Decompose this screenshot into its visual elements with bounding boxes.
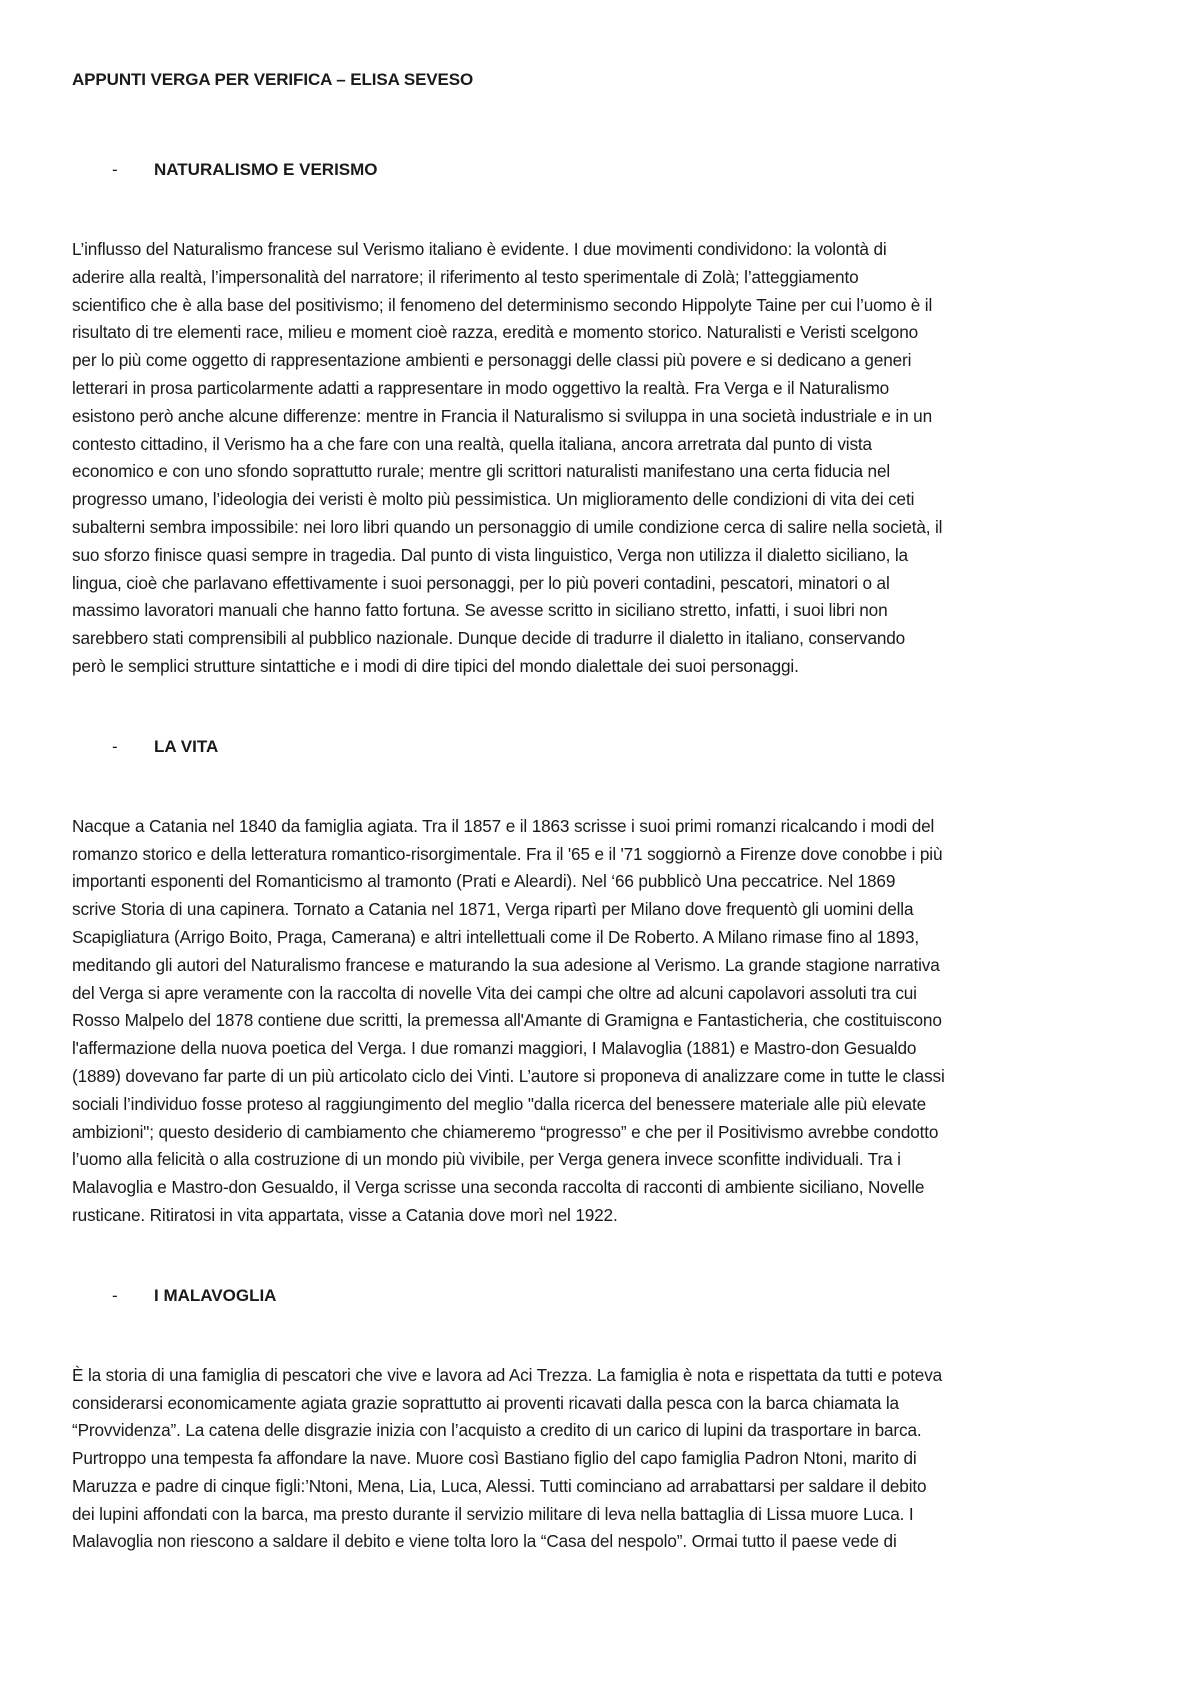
section-naturalismo [72, 158, 1132, 681]
section-heading [72, 735, 1132, 759]
text-line: romanzo storico e della letteratura romantico-risorgimentale. Fra il '65 e il '71 soggiornò a Firenze dove conobbe i più [72, 843, 943, 864]
text-line: Scapigliatura (Arrigo Boito, Praga, Camerana) e altri intellettuali come il De Roberto. A Milano rimase fino al 1893, [72, 926, 920, 947]
text-line: suo sforzo finisce quasi sempre in tragedia. Dal punto di vista linguistico, Verga non utilizza il dialetto siciliano, la [72, 544, 908, 565]
text-line: rusticane. Ritiratosi in vita appartata, visse a Catania dove morì nel 1922. [72, 1204, 618, 1225]
text-line: economico e con uno sfondo soprattutto rurale; mentre gli scrittori naturalisti manifestano una certa fiducia nel [72, 461, 891, 482]
text-line: l’uomo alla felicità o alla costruzione di un mondo più vivibile, per Verga genera invece sconfitte individuali. Tra i [72, 1149, 901, 1170]
text-line: per lo più come oggetto di rappresentazione ambienti e personaggi delle classi più povere e si dedicano a generi [72, 350, 912, 371]
text-line: L’influsso del Naturalismo francese sul Verismo italiano è evidente. I due movimenti condividono: la volontà di [72, 239, 887, 259]
text-line: Purtroppo una tempesta fa affondare la nave. Muore così Bastiano figlio del capo famiglia Padron Ntoni, marito di [72, 1448, 917, 1469]
text-line: considerarsi economicamente agiata grazie soprattutto ai proventi ricavati dalla pesca con la barca chiamata la [72, 1392, 899, 1413]
text-line: Maruzza e padre di cinque figli:’Ntoni, Mena, Lia, Luca, Alessi. Tutti cominciano ad arrabattarsi per saldare il debito [72, 1475, 927, 1496]
section-malavoglia [72, 1284, 1132, 1557]
text-line: contesto cittadino, il Verismo ha a che fare con una realtà, quella italiana, ancora arretrata dal punto di vista [72, 433, 872, 454]
text-line: lingua, cioè che parlavano effettivamente i suoi personaggi, per lo più poveri contadini, pescatori, minatori o al [72, 572, 890, 593]
section-heading-text: LA VITA [154, 736, 219, 756]
text-line: importanti esponenti del Romanticismo al tramonto (Prati e Aleardi). Nel ‘66 pubblicò Una peccatrice. Nel 1869 [72, 871, 896, 892]
text-line: (1889) dovevano far parte di un più articolato ciclo dei Vinti. L’autore si proponeva di analizzare come in tutte le classi [72, 1065, 945, 1086]
text-line: “Provvidenza”. La catena delle disgrazie inizia con l’acquisto a credito di un carico di lupini da trasportare in barca. [72, 1420, 922, 1441]
list-marker: - [112, 160, 118, 179]
document-title: APPUNTI VERGA PER VERIFICA – ELISA SEVESO [72, 70, 474, 89]
list-marker: - [112, 736, 118, 756]
section-paragraph [72, 1362, 1132, 1557]
text-line: Malavoglia non riescono a saldare il debito e viene tolta loro la “Casa del nespolo”. Ormai tutto il paese vede di [72, 1531, 897, 1552]
text-line: sociali l’individuo fosse proteso al raggiungimento del meglio "dalla ricerca del benessere materiale alle più elevate [72, 1093, 926, 1114]
section-paragraph [72, 236, 1132, 681]
text-line: sarebbero stati comprensibili al pubblico nazionale. Dunque decide di tradurre il dialetto in italiano, conservando [72, 628, 906, 649]
section-heading-text: NATURALISMO E VERISMO [154, 160, 378, 179]
text-line: ambizioni"; questo desiderio di cambiamento che chiameremo “progresso” e che per il Positivismo avrebbe condotto [72, 1121, 939, 1142]
section-vita [72, 735, 1132, 1230]
text-line: del Verga si apre veramente con la raccolta di novelle Vita dei campi che oltre ad alcuni capolavori assoluti tra cui [72, 982, 917, 1003]
text-line: Nacque a Catania nel 1840 da famiglia agiata. Tra il 1857 e il 1863 scrisse i suoi primi romanzi ricalcando i modi del [72, 815, 935, 836]
section-heading [72, 158, 1132, 182]
text-line: letterari in prosa particolarmente adatti a rappresentare in modo oggettivo la realtà. Fra Verga e il Naturalismo [72, 377, 890, 398]
text-line: scientifico che è alla base del positivismo; il fenomeno del determinismo secondo Hippolyte Taine per cui l’uomo è il [72, 294, 933, 315]
section-heading-text: I MALAVOGLIA [154, 1285, 277, 1305]
text-line: esistono però anche alcune differenze: mentre in Francia il Naturalismo si sviluppa in una società industriale e in un [72, 405, 932, 426]
text-line: dei lupini affondati con la barca, ma presto durante il servizio militare di leva nella battaglia di Lissa muore Luca. I [72, 1503, 914, 1524]
text-line: scrive Storia di una capinera. Tornato a Catania nel 1871, Verga ripartì per Milano dove frequentò gli uomini della [72, 899, 914, 920]
text-line: massimo lavoratori manuali che hanno fatto fortuna. Se avesse scritto in siciliano stretto, infatti, i suoi libri non [72, 600, 888, 621]
section-paragraph [72, 813, 1132, 1230]
document-page [72, 68, 1132, 1556]
text-line: l'affermazione della nuova poetica del Verga. I due romanzi maggiori, I Malavoglia (1881) e Mastro-don Gesualdo [72, 1038, 917, 1059]
list-marker: - [112, 1285, 118, 1305]
text-line: Rosso Malpelo del 1878 contiene due scritti, la premessa all'Amante di Gramigna e Fantasticheria, che costituiscono [72, 1010, 942, 1031]
text-line: aderire alla realtà, l’impersonalità del narratore; il riferimento al testo sperimentale di Zolà; l’atteggiamento [72, 266, 859, 287]
text-line: subalterni sembra impossibile: nei loro libri quando un personaggio di umile condizione cerca di salire nella società, il [72, 516, 943, 537]
text-line: È la storia di una famiglia di pescatori che vive e lavora ad Aci Trezza. La famiglia è nota e rispettata da tutti e poteva [72, 1364, 943, 1385]
text-line: Malavoglia e Mastro-don Gesualdo, il Verga scrisse una seconda raccolta di racconti di ambiente siciliano, Novelle [72, 1177, 925, 1198]
section-heading [72, 1284, 1132, 1308]
text-line: progresso umano, l’ideologia dei veristi è molto più pessimistica. Un miglioramento delle condizioni di vita dei ceti [72, 489, 915, 510]
text-line: meditando gli autori del Naturalismo francese e maturando la sua adesione al Verismo. La grande stagione narrativa [72, 954, 940, 975]
text-line: però le semplici strutture sintattiche e i modi di dire tipici del mondo dialettale dei suoi personaggi. [72, 655, 799, 676]
text-line: risultato di tre elementi race, milieu e moment cioè razza, eredità e momento storico. Naturalisti e Veristi scelgono [72, 322, 919, 343]
